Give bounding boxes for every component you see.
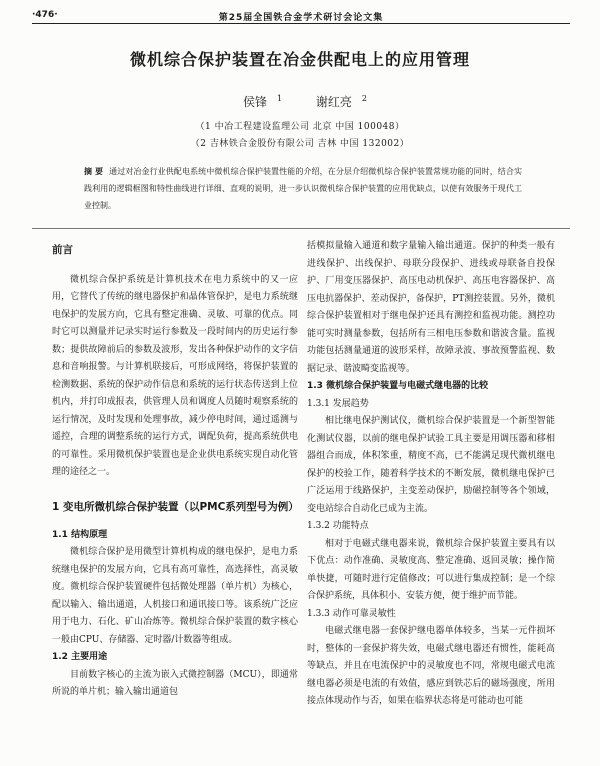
page-number: ·476· [32,10,58,20]
affiliation: （2 吉林铁合金股份有限公司 吉林 中国 132002） [190,139,410,149]
section-heading: 1 变电所微机综合保护装置（以PMC系列型号为例） [52,500,299,513]
abstract-text: 通过对冶金行业供配电系统中微机综合保护装置性能的介绍，在分层介绍微机综合保护装置常规功能的同时，结合实践利用的逻辑框图和特性曲线进行详细、直观的说明，进一步认识微机综合保护装置的应用优缺点，以使有效服务于现代工业控制。 [84,167,522,210]
subsection-heading: 1.3 微机综合保护装置与电磁式继电器的比较 [307,381,489,391]
journal-title: 第25届全国铁合金学术研讨会论文集 [218,13,384,23]
paragraph: 微机综合保护系统是计算机技术在电力系统中的又一应用，它替代了传统的继电器保护和晶体管保护，是电力系统继电保护的发展方向，它具有整定准确、灵敏、可靠的优点。同时它可以测量并记录实时运行参数及一段时间内的历史运行参数；提供故障前后的参数及波形，发出各种保护动作的文字信息和音响报警。与计算机联接后，可形成网络，将保护装置的检测数据、系统的保护动作信息和系统的运行状态传送到上位机内，并打印成报表，供管理人员和调度人员随时观察系统的运行情况，及时发现和处理事故，减少停电时间，通过遥测与遥控，合理的调整系统的运行方式，调配负荷，提高系统供电的可靠性。采用微机保护装置也是企业供电系统实现自动化管理的途径之一。 [52,274,298,477]
right-column [307,238,555,711]
paragraph: 相比继电保护测试仪，微机综合保护装置是一个新型智能化测试仪器，以前的继电保护试验工具主要是用调压器和移相器组合而成，体积笨重，精度不高，已不能满足现代微机继电保护的校验工作，随着科学技术的不断发展，微机继电保护已广泛运用于线路保护，主变差动保护，励磁控制等各个领域，变电站综合自动化已成为主流。 [307,416,555,514]
author: 侯锋 $^1$ [242,94,283,109]
abstract-label: 摘 要 [84,167,104,176]
running-header [32,6,570,22]
left-column [52,238,298,702]
section-heading: 前言 [52,244,73,256]
author: 谢红亮 $^2$ [315,94,368,109]
paper-title: 微机综合保护装置在冶金供配电上的应用管理 [129,50,470,69]
abstract-rule [32,228,570,229]
subsubsection-heading: 1.3.2 功能特点 [307,521,369,531]
affiliation: （1 中冶工程建设监理公司 北京 中国 100048） [195,122,405,132]
abstract [84,163,522,214]
paragraph: 括模拟量输入通道和数字量输入输出通道。保护的种类一般有进线保护、出线保护、母联分段保护、进线或母联备自投保护、厂用变压器保护、高压电动机保护、高压电容器保护、高压电抗器保护、差动保护，备保护，PT测控装置。另外，微机综合保护装置相对于继电保护还具有测控和监视功能。测控功能可实时测量参数，包括所有三相电压参数和谐波含量。监视功能包括测量通道的波形采样，故障录波、事故预警监视、数据记录、谐波畸变监视等。 [307,241,555,374]
subsubsection-heading: 1.3.3 动作可靠灵敏性 [307,608,396,619]
subsubsection-heading: 1.3.1 发展趋势 [307,398,369,409]
subsection-heading: 1.2 主要用途 [52,652,108,662]
paragraph: 电磁式继电器一套保护继电器单体较多，当某一元件损坏时，整体的一套保护将失效，电磁式继电器还有惯性，能耗高等缺点，并且在电流保护中的灵敏度也不同，常规电磁式电流继电器必须是电流的有效值，感应到铁芯后的磁场强度，所用接点体现动作与否，如果在临界状态将是可能动也可能 [307,626,555,706]
header-rule [32,23,570,24]
author-list [0,93,600,110]
paragraph: 目前数字核心的主流为嵌入式微控制器（MCU），即通常所说的单片机；输入输出通道包 [52,669,298,697]
paragraph: 相对于电磁式继电器来说，微机综合保护装置主要具有以下优点：动作准确、灵敏度高、整定准确、返回灵敏；操作简单快捷，可随时进行定值修改；可以进行集成控制；是一个综合保护系统，具体积小、安装方便，便于维护而节能。 [307,538,555,601]
paragraph: 微机综合保护是用微型计算机构成的继电保护，是电力系统继电保护的发展方向，它具有高可靠性，高选择性，高灵敏度。微机综合保护装置硬件包括微处理器（单片机）为核心，配以输入、输出通道，人机接口和通讯接口等。该系统广泛应用于电力、石化、矿山冶炼等。微机综合保护装置的数字核心一般由CPU、存储器、定时器/计数器等组成。 [52,547,298,645]
subsection-heading: 1.1 结构原理 [52,529,108,540]
